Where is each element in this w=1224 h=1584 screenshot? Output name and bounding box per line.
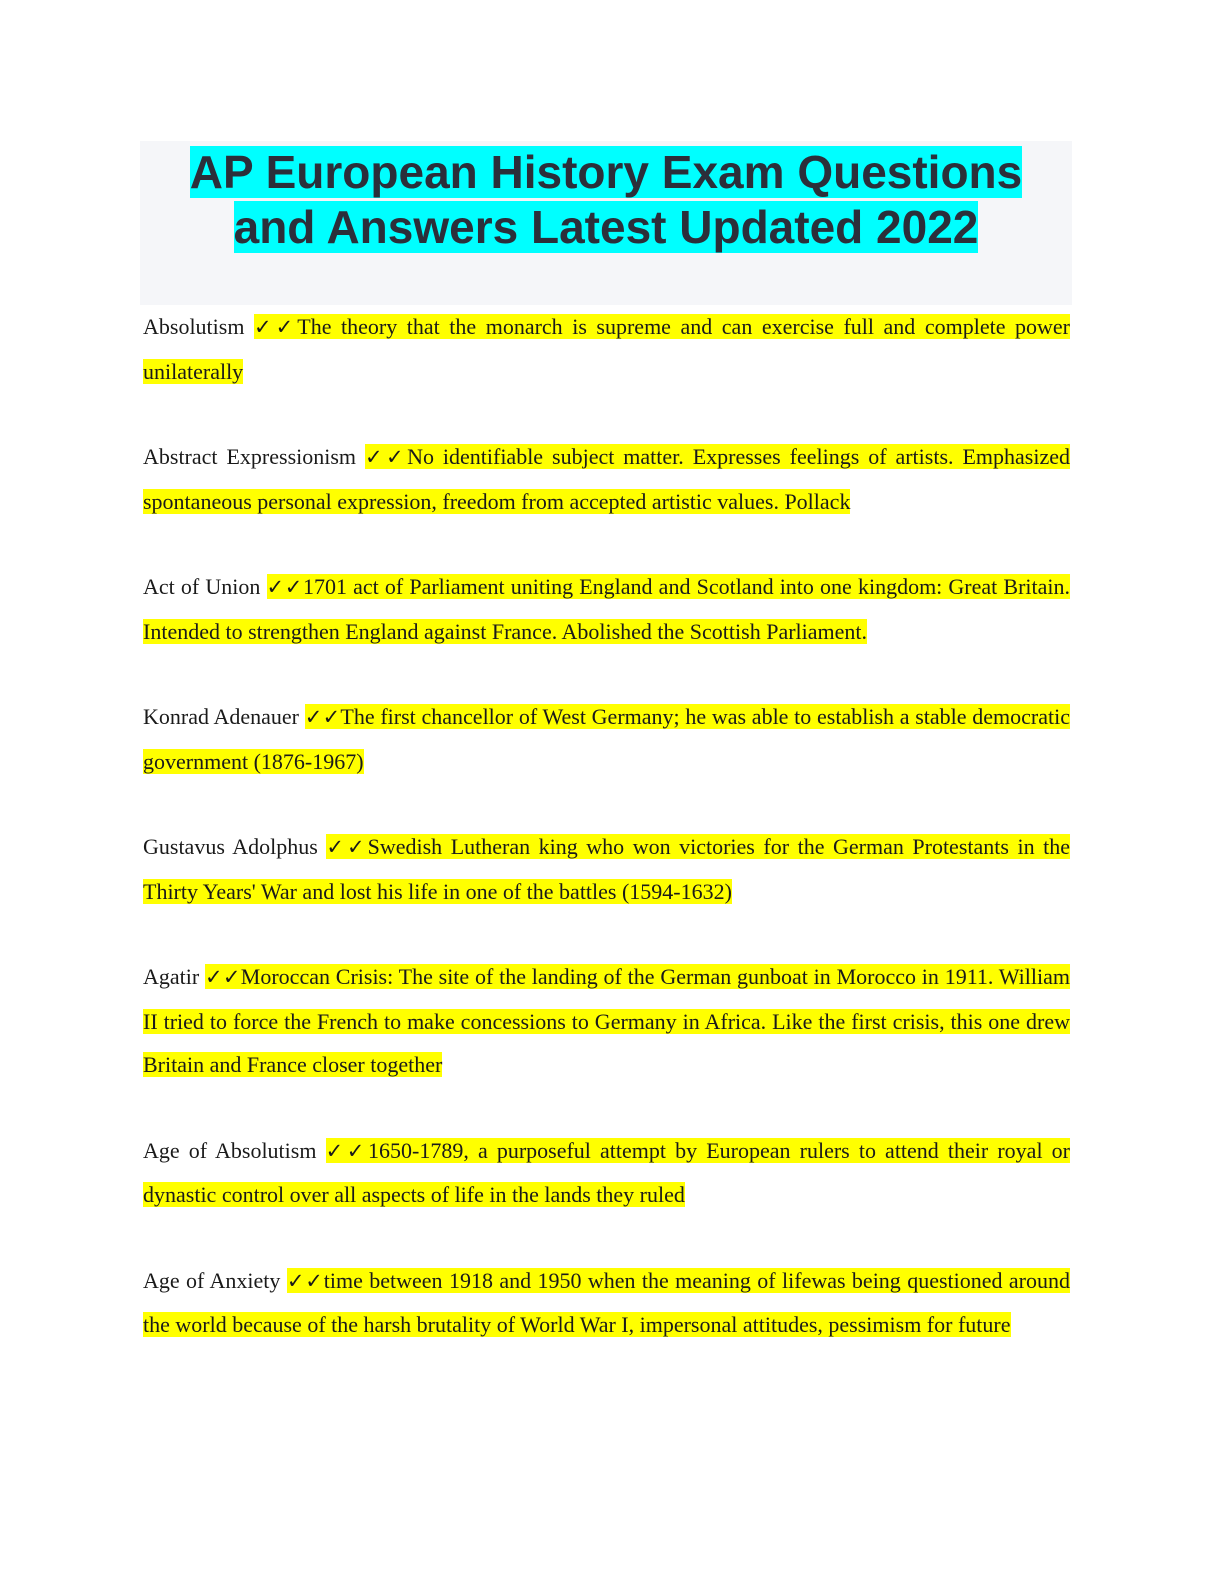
qa-entry (143, 1129, 1070, 1217)
check-icon: ✓✓ (205, 965, 241, 989)
check-icon: ✓✓ (326, 835, 368, 859)
title-line-2-text: and Answers Latest Updated 2022 (233, 201, 979, 253)
qa-entry (143, 825, 1070, 913)
check-icon: ✓✓ (266, 575, 303, 599)
answer-highlight (143, 574, 1070, 644)
title-line-1 (140, 145, 1072, 200)
check-icon: ✓✓ (364, 445, 408, 469)
answer-highlight (143, 314, 1070, 384)
definition: The first chancellor of West Germany; he was able to establish a stable democratic government (1876-1967) (143, 704, 1070, 774)
check-icon: ✓✓ (254, 315, 298, 339)
term: Konrad Adenauer (143, 704, 300, 729)
definition: time between 1918 and 1950 when the meaning of lifewas being questioned around the world because of the harsh brutality of World War I, impersonal attitudes, pessimism for future (143, 1267, 1070, 1337)
definition: The theory that the monarch is supreme and can exercise full and complete power unilaterally (143, 314, 1070, 384)
check-icon: ✓✓ (304, 705, 341, 729)
term: Gustavus Adolphus (143, 834, 318, 859)
term: Act of Union (143, 574, 261, 599)
document-title (140, 141, 1072, 305)
definition: No identifiable subject matter. Expresses feelings of artists. Emphasized spontaneous personal expression, freedom from accepted artistic values. Pollack (143, 444, 1070, 514)
title-line-1-text: AP European History Exam Questions (189, 146, 1023, 198)
term: Age of Anxiety (143, 1267, 281, 1293)
qa-entry (143, 695, 1070, 783)
term: Abstract Expressionism (143, 444, 357, 469)
answer-highlight (143, 964, 1070, 1077)
check-icon: ✓✓ (325, 1138, 368, 1163)
definition: 1650-1789, a purposeful attempt by European rulers to attend their royal or dynastic control over all aspects of life in the lands they ruled (143, 1137, 1070, 1207)
qa-entry (143, 435, 1070, 523)
title-line-2 (140, 200, 1072, 255)
answer-highlight (143, 1268, 1070, 1338)
qa-entry (143, 305, 1070, 393)
definition: Moroccan Crisis: The site of the landing of the German gunboat in Morocco in 1911. William II tried to force the French to make concessions to Germany in Africa. Like the first crisis, this one drew Britain and France closer together (143, 964, 1071, 1077)
check-icon: ✓✓ (286, 1268, 324, 1293)
definition: 1701 act of Parliament uniting England and Scotland into one kingdom: Great Britain. Intended to strengthen England against France. Abolished the Scottish Parliament. (143, 574, 1071, 644)
term: Agatir (143, 964, 200, 989)
term: Absolutism (143, 314, 245, 339)
qa-entry (143, 565, 1070, 653)
qa-list (143, 305, 1070, 1389)
term: Age of Absolutism (143, 1137, 317, 1163)
qa-entry (143, 955, 1070, 1087)
qa-entry (143, 1259, 1070, 1347)
definition: Swedish Lutheran king who won victories for the German Protestants in the Thirty Years' War and lost his life in one of the battles (1594-1632) (143, 834, 1070, 904)
